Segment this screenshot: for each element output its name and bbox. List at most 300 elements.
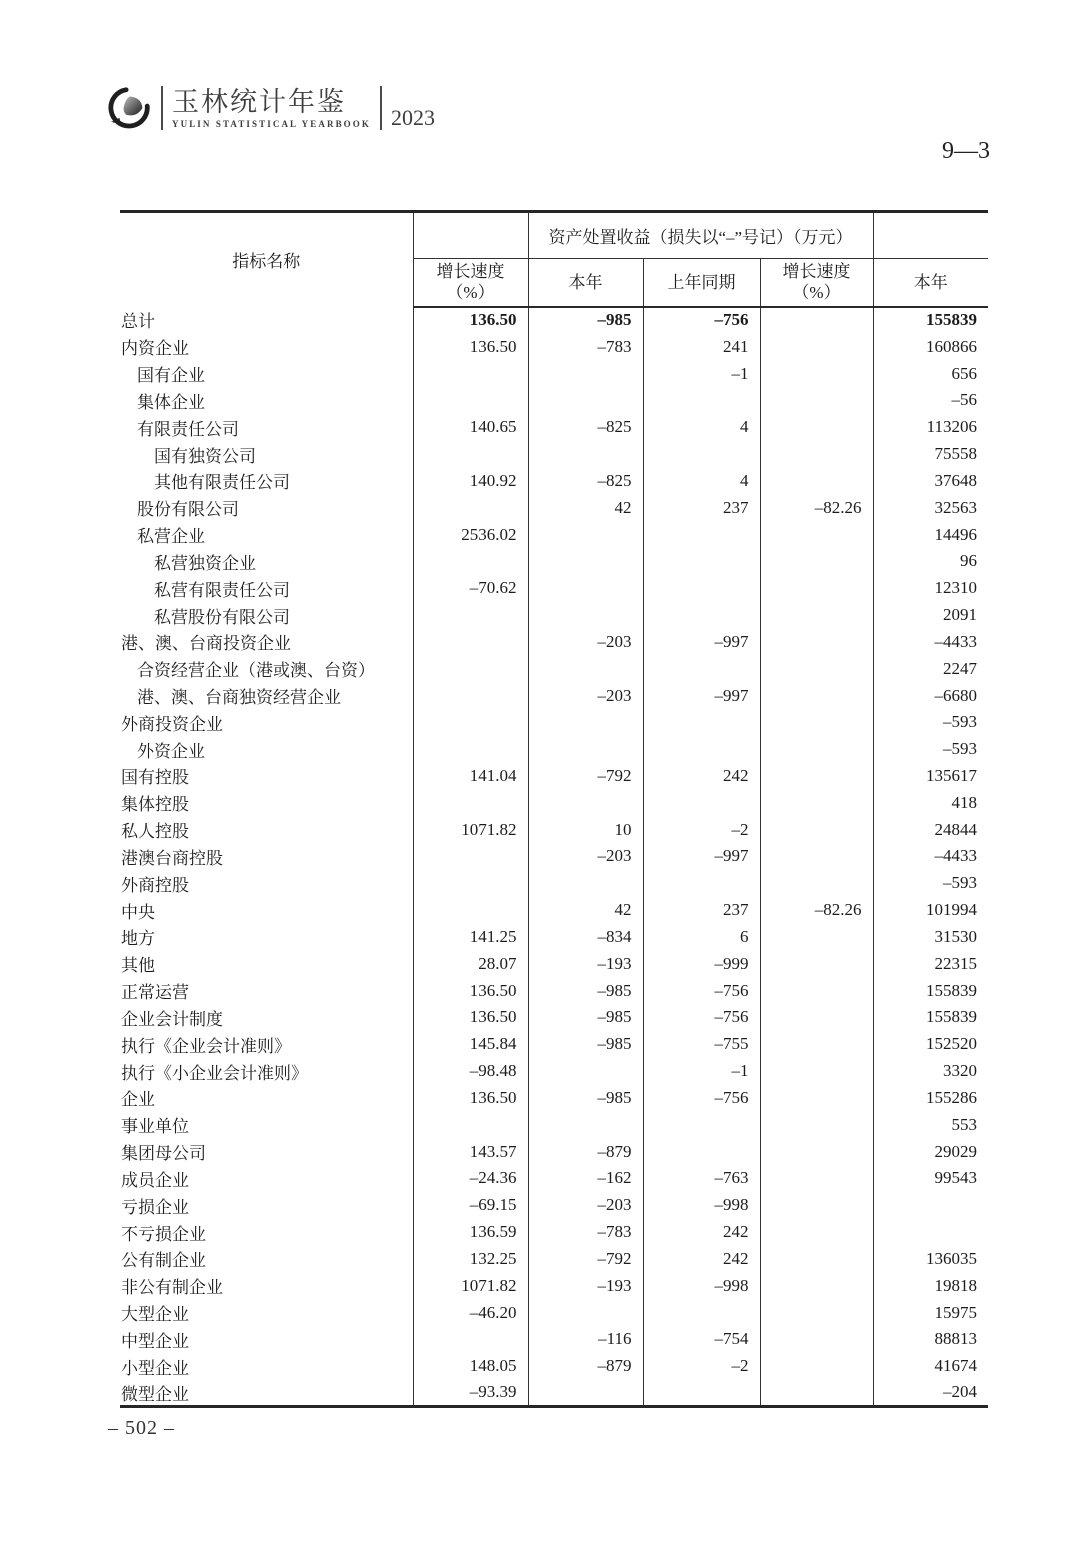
- table-row: [120, 789, 988, 816]
- cell-c3: [643, 736, 760, 763]
- cell-c2: –203: [528, 1192, 643, 1219]
- cell-c5: –593: [873, 736, 988, 763]
- cell-c2: –116: [528, 1326, 643, 1353]
- cell-c2: [528, 870, 643, 897]
- cell-c1: 136.50: [413, 307, 528, 334]
- row-label: 小型企业: [121, 1358, 189, 1378]
- cell-c1: –93.39: [413, 1380, 528, 1407]
- row-label: 事业单位: [121, 1117, 189, 1137]
- cell-c2: 10: [528, 816, 643, 843]
- cell-c1: [413, 655, 528, 682]
- table-row: [120, 548, 988, 575]
- cell-c2: –792: [528, 1245, 643, 1272]
- cell-c1: 1071.82: [413, 1272, 528, 1299]
- cell-c2: –879: [528, 1353, 643, 1380]
- row-label: 外资企业: [137, 741, 205, 761]
- table-row: [120, 494, 988, 521]
- row-label: 中型企业: [121, 1331, 189, 1351]
- brand-title-cn: 玉林统计年鉴: [172, 86, 346, 117]
- cell-c3: –755: [643, 1031, 760, 1058]
- cell-c3: –999: [643, 950, 760, 977]
- cell-c1: [413, 682, 528, 709]
- cell-c1: [413, 387, 528, 414]
- table-row: [120, 1138, 988, 1165]
- cell-c1: 136.50: [413, 333, 528, 360]
- row-label: 其他有限责任公司: [154, 473, 290, 493]
- cell-c3: –754: [643, 1326, 760, 1353]
- table-header: [120, 212, 988, 307]
- cell-c1: 143.57: [413, 1138, 528, 1165]
- table-row: [120, 387, 988, 414]
- cell-c4: [760, 575, 873, 602]
- cell-c4: [760, 1353, 873, 1380]
- cell-c4: [760, 414, 873, 441]
- cell-c5: –6680: [873, 682, 988, 709]
- cell-c2: 42: [528, 494, 643, 521]
- cell-c3: 4: [643, 414, 760, 441]
- cell-c3: –2: [643, 1353, 760, 1380]
- row-label: 国有独资公司: [154, 446, 256, 466]
- cell-c4: [760, 736, 873, 763]
- table-row: [120, 1245, 988, 1272]
- cell-c4: [760, 977, 873, 1004]
- cell-c3: –756: [643, 1004, 760, 1031]
- cell-c3: –756: [643, 1085, 760, 1112]
- row-label: 总计: [121, 312, 155, 332]
- row-label: 亏损企业: [121, 1197, 189, 1217]
- cell-c3: [643, 548, 760, 575]
- table-row: [120, 763, 988, 790]
- cell-c5: 135617: [873, 763, 988, 790]
- row-label: 企业会计制度: [121, 1009, 223, 1029]
- cell-c3: –763: [643, 1165, 760, 1192]
- table-row: [120, 333, 988, 360]
- cell-c1: [413, 1111, 528, 1138]
- cell-c1: [413, 870, 528, 897]
- cell-c2: [528, 1058, 643, 1085]
- cell-c2: [528, 575, 643, 602]
- cell-c1: [413, 602, 528, 629]
- cell-c2: [528, 1299, 643, 1326]
- row-label: 国有企业: [137, 366, 205, 386]
- cell-c1: –46.20: [413, 1299, 528, 1326]
- column-header-growth-rate-line1: 增长速度: [436, 262, 505, 281]
- cell-c5: 22315: [873, 950, 988, 977]
- column-header-prev-year: 上年同期: [643, 259, 760, 307]
- cell-c2: [528, 1380, 643, 1407]
- cell-c3: –756: [643, 977, 760, 1004]
- cell-c1: 1071.82: [413, 816, 528, 843]
- cell-c5: –593: [873, 709, 988, 736]
- row-label: 外商投资企业: [121, 714, 223, 734]
- cell-c2: [528, 521, 643, 548]
- cell-c1: 145.84: [413, 1031, 528, 1058]
- cell-c5: –593: [873, 870, 988, 897]
- cell-c1: [413, 789, 528, 816]
- row-label: 私营独资企业: [154, 553, 256, 573]
- cell-c5: 155839: [873, 307, 988, 334]
- cell-c5: 19818: [873, 1272, 988, 1299]
- cell-c5: 2091: [873, 602, 988, 629]
- cell-c2: –203: [528, 682, 643, 709]
- cell-c4: [760, 1299, 873, 1326]
- row-label: 大型企业: [121, 1305, 189, 1325]
- cell-c4: [760, 1272, 873, 1299]
- cell-c4: [760, 467, 873, 494]
- cell-c4: [760, 924, 873, 951]
- table-row: [120, 1058, 988, 1085]
- cell-c5: 553: [873, 1111, 988, 1138]
- cell-c2: [528, 789, 643, 816]
- cell-c3: –1: [643, 1058, 760, 1085]
- brand-divider: [380, 86, 382, 130]
- table-row: [120, 307, 988, 334]
- page-number: – 502 –: [108, 1417, 175, 1439]
- cell-c5: 41674: [873, 1353, 988, 1380]
- cell-c3: [643, 602, 760, 629]
- cell-c3: 242: [643, 1219, 760, 1246]
- cell-c2: –985: [528, 1085, 643, 1112]
- header-empty-cell: [873, 212, 988, 259]
- cell-c4: [760, 1138, 873, 1165]
- cell-c5: 99543: [873, 1165, 988, 1192]
- cell-c5: 418: [873, 789, 988, 816]
- cell-c3: –997: [643, 843, 760, 870]
- yearbook-logo-icon: [106, 85, 152, 131]
- cell-c3: [643, 441, 760, 468]
- table-row: [120, 1299, 988, 1326]
- row-label: 私营股份有限公司: [154, 607, 290, 627]
- table-row: [120, 1272, 988, 1299]
- brand-title-en: YULIN STATISTICAL YEARBOOK: [172, 119, 371, 130]
- cell-c3: 242: [643, 763, 760, 790]
- cell-c1: –70.62: [413, 575, 528, 602]
- cell-c2: –985: [528, 1004, 643, 1031]
- cell-c2: –834: [528, 924, 643, 951]
- row-label: 地方: [121, 929, 155, 949]
- row-label: 正常运营: [121, 983, 189, 1003]
- cell-c1: [413, 736, 528, 763]
- cell-c5: –56: [873, 387, 988, 414]
- cell-c4: [760, 360, 873, 387]
- cell-c4: [760, 1192, 873, 1219]
- table-row: [120, 1111, 988, 1138]
- brand-divider: [161, 86, 163, 130]
- cell-c2: [528, 548, 643, 575]
- cell-c2: –825: [528, 467, 643, 494]
- cell-c1: [413, 494, 528, 521]
- cell-c5: 160866: [873, 333, 988, 360]
- table-row: [120, 977, 988, 1004]
- cell-c3: –2: [643, 816, 760, 843]
- cell-c3: [643, 1380, 760, 1407]
- table-row: [120, 870, 988, 897]
- cell-c3: –998: [643, 1192, 760, 1219]
- cell-c4: [760, 1111, 873, 1138]
- cell-c4: [760, 521, 873, 548]
- cell-c3: [643, 1299, 760, 1326]
- table-row: [120, 414, 988, 441]
- cell-c4: [760, 763, 873, 790]
- cell-c4: [760, 1085, 873, 1112]
- cell-c1: 2536.02: [413, 521, 528, 548]
- cell-c3: 4: [643, 467, 760, 494]
- row-label: 微型企业: [121, 1384, 189, 1404]
- cell-c5: 656: [873, 360, 988, 387]
- row-label: 中央: [121, 902, 155, 922]
- table-row: [120, 441, 988, 468]
- row-label: 不亏损企业: [121, 1224, 206, 1244]
- cell-c5: –4433: [873, 628, 988, 655]
- cell-c5: 29029: [873, 1138, 988, 1165]
- cell-c5: 31530: [873, 924, 988, 951]
- cell-c5: 136035: [873, 1245, 988, 1272]
- cell-c5: 152520: [873, 1031, 988, 1058]
- row-label: 国有控股: [121, 768, 189, 788]
- cell-c2: [528, 709, 643, 736]
- cell-c3: [643, 870, 760, 897]
- cell-c2: [528, 602, 643, 629]
- cell-c3: –997: [643, 628, 760, 655]
- row-label: 集体企业: [137, 392, 205, 412]
- table-row: [120, 843, 988, 870]
- cell-c1: 136.50: [413, 977, 528, 1004]
- table-row: [120, 682, 988, 709]
- cell-c3: –998: [643, 1272, 760, 1299]
- table-number: 9—3: [942, 138, 990, 164]
- cell-c2: –203: [528, 628, 643, 655]
- column-header-growth-rate: [413, 259, 528, 307]
- cell-c1: [413, 360, 528, 387]
- cell-c4: [760, 1245, 873, 1272]
- cell-c5: 24844: [873, 816, 988, 843]
- cell-c4: [760, 1058, 873, 1085]
- row-label: 其他: [121, 956, 155, 976]
- cell-c3: [643, 387, 760, 414]
- cell-c2: –985: [528, 307, 643, 334]
- table-row: [120, 924, 988, 951]
- cell-c2: –792: [528, 763, 643, 790]
- brand-header: [106, 82, 435, 134]
- cell-c2: –985: [528, 1031, 643, 1058]
- cell-c1: [413, 628, 528, 655]
- cell-c4: [760, 1031, 873, 1058]
- column-header-current-year: 本年: [528, 259, 643, 307]
- cell-c5: 113206: [873, 414, 988, 441]
- cell-c3: [643, 1111, 760, 1138]
- row-label: 外商控股: [121, 875, 189, 895]
- brand-year: 2023: [390, 105, 435, 130]
- header-empty-cell: [413, 212, 528, 259]
- cell-c5: 101994: [873, 897, 988, 924]
- cell-c2: –783: [528, 333, 643, 360]
- cell-c3: [643, 575, 760, 602]
- cell-c1: [413, 1326, 528, 1353]
- brand-titles: [172, 87, 371, 129]
- table-row: [120, 816, 988, 843]
- row-label: 集体控股: [121, 795, 189, 815]
- row-label: 港、澳、台商投资企业: [121, 634, 291, 654]
- table-row: [120, 1192, 988, 1219]
- cell-c5: 155839: [873, 977, 988, 1004]
- table-row: [120, 655, 988, 682]
- cell-c1: 136.50: [413, 1004, 528, 1031]
- row-label: 集团母公司: [121, 1144, 206, 1164]
- column-header-growth-rate2-line1: 增长速度: [782, 262, 851, 281]
- cell-c2: –193: [528, 1272, 643, 1299]
- table-row: [120, 467, 988, 494]
- stats-table: [120, 210, 988, 1408]
- row-label: 港澳台商控股: [121, 848, 223, 868]
- cell-c3: [643, 521, 760, 548]
- cell-c2: –162: [528, 1165, 643, 1192]
- table-row: [120, 575, 988, 602]
- cell-c5: 14496: [873, 521, 988, 548]
- cell-c5: 15975: [873, 1299, 988, 1326]
- cell-c4: [760, 602, 873, 629]
- cell-c4: [760, 950, 873, 977]
- cell-c1: –98.48: [413, 1058, 528, 1085]
- cell-c1: 141.25: [413, 924, 528, 951]
- cell-c4: [760, 682, 873, 709]
- cell-c1: 132.25: [413, 1245, 528, 1272]
- cell-c3: [643, 655, 760, 682]
- row-label: 执行《企业会计准则》: [121, 1036, 291, 1056]
- cell-c2: –783: [528, 1219, 643, 1246]
- row-label: 企业: [121, 1090, 155, 1110]
- cell-c3: 242: [643, 1245, 760, 1272]
- row-label: 有限责任公司: [137, 419, 239, 439]
- cell-c1: 141.04: [413, 763, 528, 790]
- table-row: [120, 628, 988, 655]
- column-header-growth-rate-2: [760, 259, 873, 307]
- cell-c2: [528, 736, 643, 763]
- table-body: [120, 307, 988, 1407]
- cell-c4: [760, 1380, 873, 1407]
- cell-c3: [643, 1138, 760, 1165]
- cell-c1: 140.92: [413, 467, 528, 494]
- cell-c4: –82.26: [760, 897, 873, 924]
- cell-c2: –879: [528, 1138, 643, 1165]
- cell-c2: –985: [528, 977, 643, 1004]
- column-header-indicator: 指标名称: [120, 212, 413, 307]
- cell-c5: –4433: [873, 843, 988, 870]
- row-label: 执行《小企业会计准则》: [121, 1063, 308, 1083]
- cell-c2: [528, 1111, 643, 1138]
- cell-c4: [760, 307, 873, 334]
- cell-c4: [760, 816, 873, 843]
- table-row: [120, 1219, 988, 1246]
- table-row: [120, 709, 988, 736]
- row-label: 私营有限责任公司: [154, 580, 290, 600]
- cell-c5: 3320: [873, 1058, 988, 1085]
- table-row: [120, 1380, 988, 1407]
- cell-c5: [873, 1192, 988, 1219]
- cell-c4: [760, 548, 873, 575]
- column-header-current-year-2: 本年: [873, 259, 988, 307]
- cell-c3: 237: [643, 897, 760, 924]
- cell-c5: 2247: [873, 655, 988, 682]
- cell-c4: [760, 441, 873, 468]
- cell-c4: –82.26: [760, 494, 873, 521]
- cell-c2: [528, 655, 643, 682]
- cell-c3: –756: [643, 307, 760, 334]
- cell-c1: [413, 441, 528, 468]
- cell-c4: [760, 709, 873, 736]
- cell-c1: [413, 709, 528, 736]
- cell-c1: [413, 843, 528, 870]
- cell-c3: –997: [643, 682, 760, 709]
- cell-c4: [760, 333, 873, 360]
- column-group-title: 资产处置收益（损失以“–”号记）（万元）: [528, 212, 873, 259]
- row-label: 私人控股: [121, 822, 189, 842]
- cell-c4: [760, 387, 873, 414]
- row-label: 非公有制企业: [121, 1278, 223, 1298]
- cell-c1: 140.65: [413, 414, 528, 441]
- cell-c5: 155839: [873, 1004, 988, 1031]
- table-row: [120, 736, 988, 763]
- table-row: [120, 950, 988, 977]
- cell-c1: [413, 897, 528, 924]
- row-label: 成员企业: [121, 1170, 189, 1190]
- row-label: 内资企业: [121, 339, 189, 359]
- cell-c4: [760, 843, 873, 870]
- cell-c2: –193: [528, 950, 643, 977]
- cell-c3: 241: [643, 333, 760, 360]
- cell-c1: –69.15: [413, 1192, 528, 1219]
- cell-c4: [760, 870, 873, 897]
- cell-c4: [760, 789, 873, 816]
- cell-c3: 237: [643, 494, 760, 521]
- cell-c5: 155286: [873, 1085, 988, 1112]
- cell-c5: 96: [873, 548, 988, 575]
- cell-c4: [760, 655, 873, 682]
- cell-c5: [873, 1219, 988, 1246]
- table-row: [120, 1031, 988, 1058]
- row-label: 股份有限公司: [137, 500, 239, 520]
- table-row: [120, 360, 988, 387]
- table-row: [120, 1004, 988, 1031]
- cell-c3: [643, 709, 760, 736]
- cell-c4: [760, 1219, 873, 1246]
- cell-c2: –203: [528, 843, 643, 870]
- cell-c4: [760, 628, 873, 655]
- table-row: [120, 897, 988, 924]
- row-label: 港、澳、台商独资经营企业: [137, 688, 341, 707]
- cell-c5: 12310: [873, 575, 988, 602]
- cell-c4: [760, 1165, 873, 1192]
- cell-c1: 28.07: [413, 950, 528, 977]
- table-row: [120, 1326, 988, 1353]
- cell-c3: 6: [643, 924, 760, 951]
- cell-c2: [528, 387, 643, 414]
- table-row: [120, 1353, 988, 1380]
- cell-c4: [760, 1326, 873, 1353]
- cell-c1: 136.59: [413, 1219, 528, 1246]
- cell-c3: –1: [643, 360, 760, 387]
- row-label: 私营企业: [137, 527, 205, 547]
- row-label: 合资经营企业（港或澳、台资）: [137, 661, 375, 681]
- table-row: [120, 602, 988, 629]
- table-row: [120, 1085, 988, 1112]
- cell-c5: 32563: [873, 494, 988, 521]
- cell-c1: [413, 548, 528, 575]
- column-header-growth-rate-line2: （%）: [446, 283, 495, 303]
- cell-c5: 37648: [873, 467, 988, 494]
- cell-c5: –204: [873, 1380, 988, 1407]
- cell-c2: [528, 360, 643, 387]
- table-row: [120, 521, 988, 548]
